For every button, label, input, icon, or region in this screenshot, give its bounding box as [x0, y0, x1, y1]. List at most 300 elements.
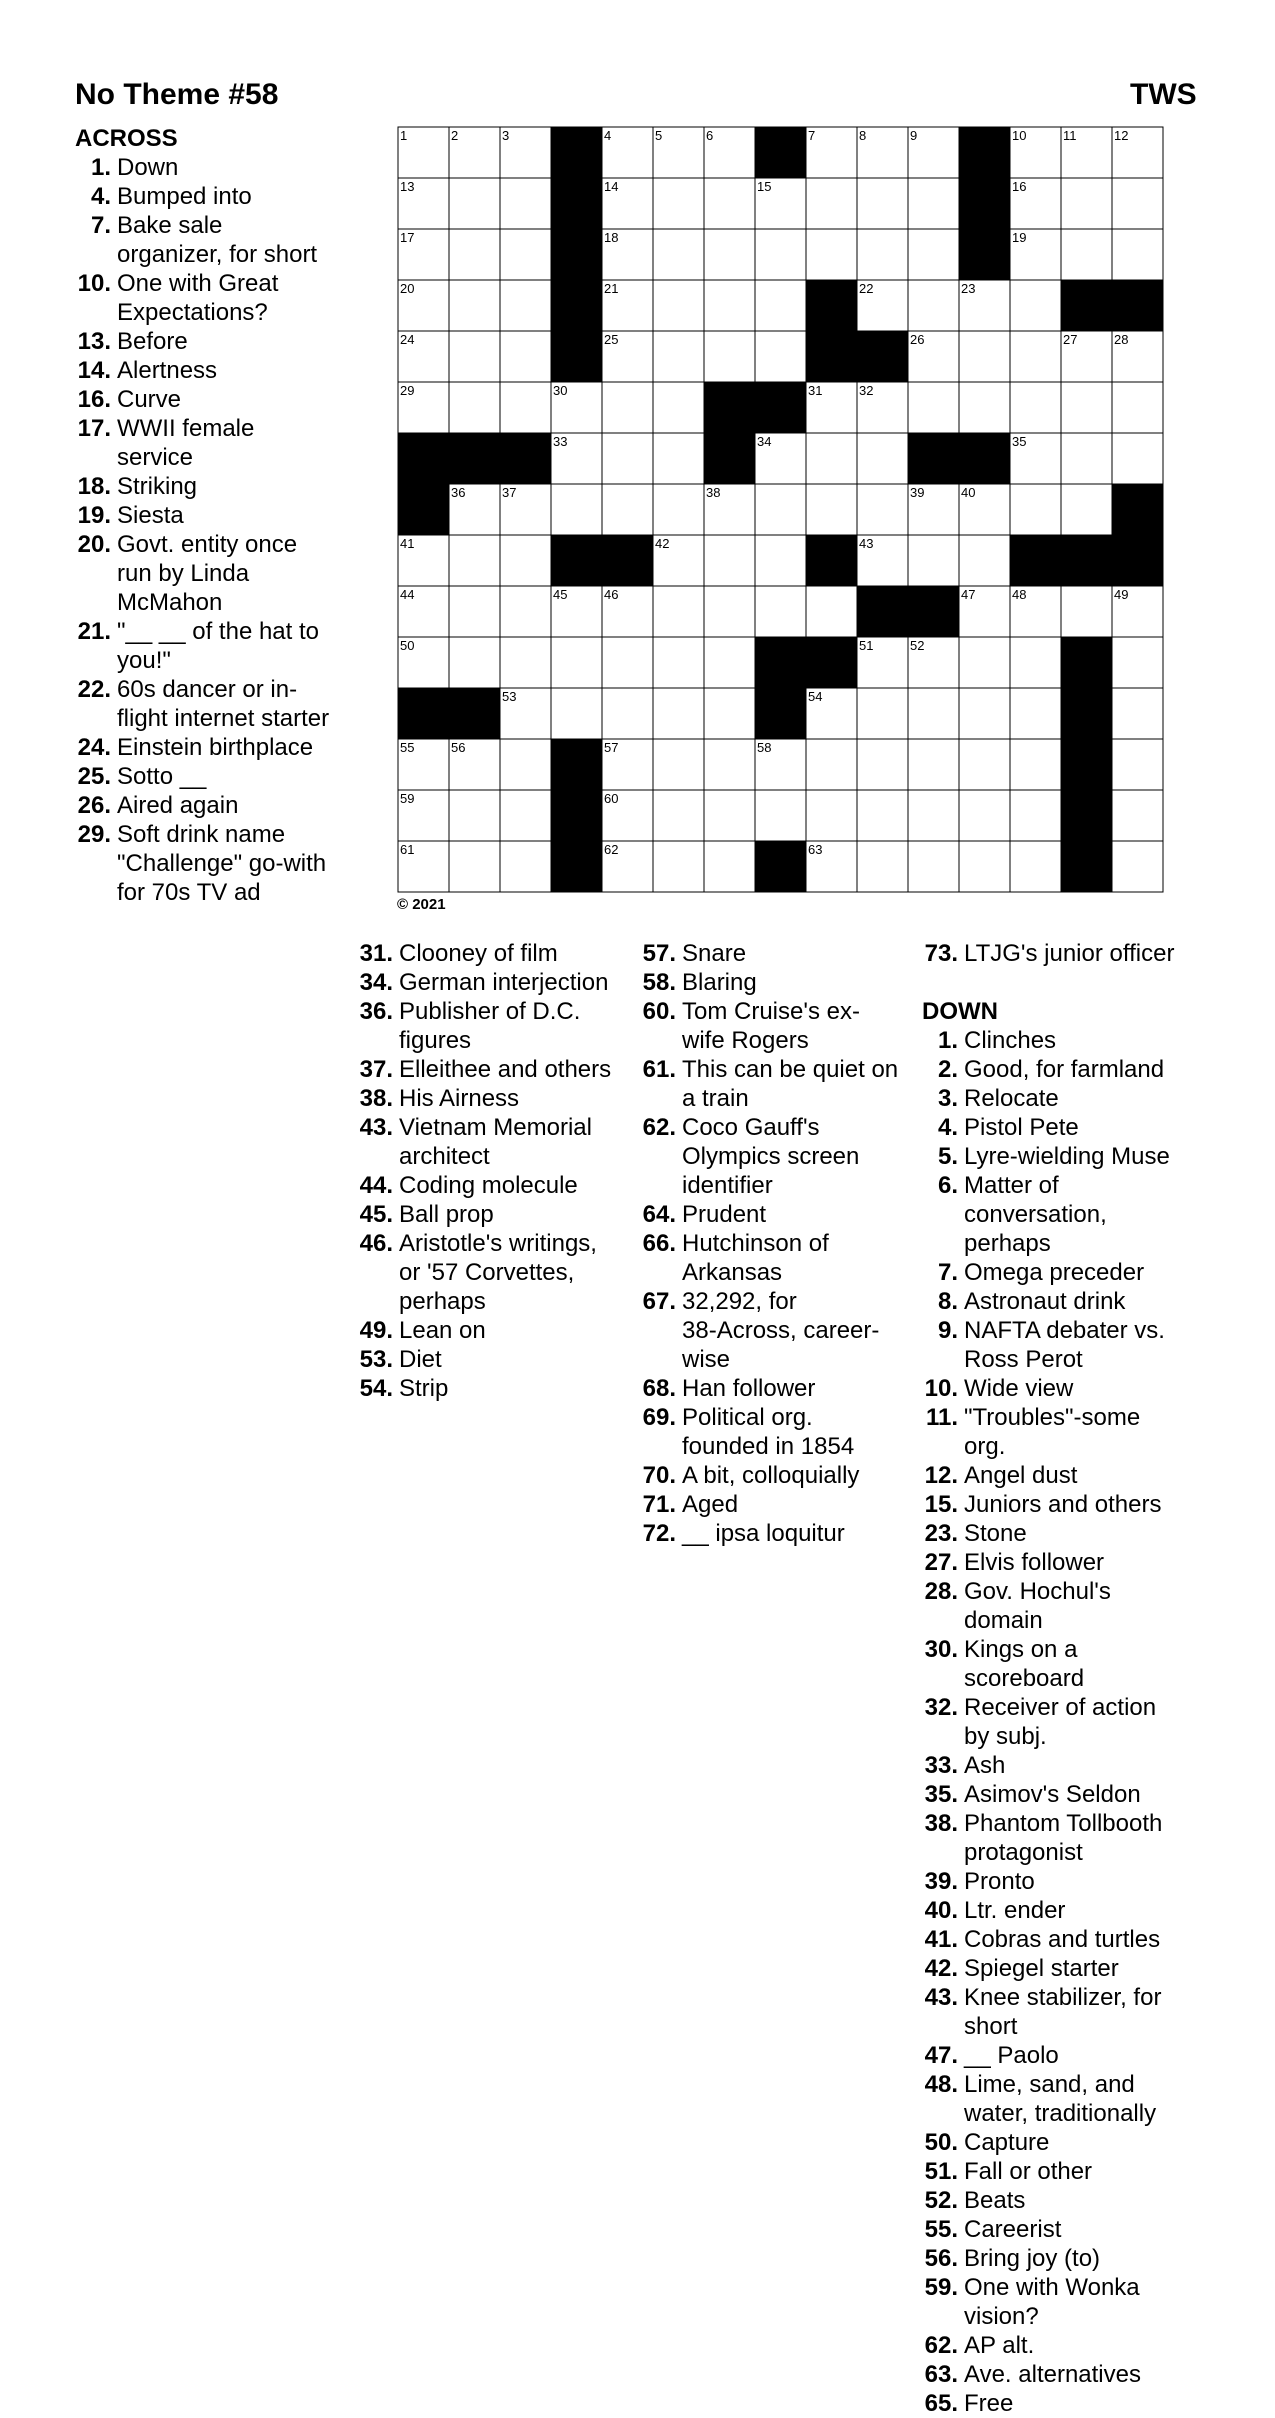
clue-text-line: Ball prop — [399, 1201, 494, 1228]
grid-cell[interactable] — [806, 739, 857, 790]
grid-cell[interactable] — [908, 280, 959, 331]
grid-cell[interactable] — [704, 331, 755, 382]
clue-number: 7. — [90, 212, 111, 239]
grid-cell[interactable] — [959, 535, 1010, 586]
grid-block — [857, 586, 908, 637]
grid-cell[interactable] — [755, 484, 806, 535]
clue-text-line: One with Great — [117, 270, 279, 297]
grid-cell[interactable] — [602, 382, 653, 433]
grid-cell-number: 31 — [808, 383, 823, 398]
clue-number: 43. — [924, 1984, 958, 2011]
down-clue — [922, 1780, 1202, 1809]
grid-cell[interactable] — [500, 382, 551, 433]
grid-cell[interactable] — [1112, 178, 1163, 229]
grid-cell-number: 32 — [859, 383, 874, 398]
grid-cell[interactable] — [908, 739, 959, 790]
grid-cell-number: 15 — [757, 179, 772, 194]
grid-cell[interactable] — [653, 382, 704, 433]
grid-block — [551, 127, 602, 178]
clue-text-line: __ ipsa loquitur — [682, 1520, 845, 1547]
grid-cell[interactable] — [1010, 739, 1061, 790]
grid-cell[interactable] — [704, 688, 755, 739]
grid-cell[interactable] — [500, 178, 551, 229]
down-clue — [922, 1113, 1202, 1142]
grid-cell[interactable] — [449, 178, 500, 229]
clue-text-line: McMahon — [117, 589, 223, 616]
grid-cell[interactable] — [959, 688, 1010, 739]
grid-cell[interactable] — [653, 739, 704, 790]
across-clue — [75, 472, 355, 501]
down-clue — [922, 1316, 1202, 1374]
grid-cell[interactable] — [755, 280, 806, 331]
clue-text-line: Coding molecule — [399, 1172, 578, 1199]
grid-cell[interactable] — [857, 229, 908, 280]
clue-text-line: service — [117, 444, 194, 471]
clue-text-line: Striking — [117, 473, 198, 500]
grid-cell[interactable] — [653, 586, 704, 637]
down-clue — [922, 1461, 1202, 1490]
clue-number: 27. — [924, 1549, 958, 1576]
clue-text-line: Careerist — [964, 2216, 1062, 2243]
across-clue — [75, 327, 355, 356]
clue-number: 9. — [937, 1317, 958, 1344]
down-clue — [922, 1751, 1202, 1780]
grid-cell-number: 17 — [400, 230, 415, 245]
grid-cell[interactable] — [449, 790, 500, 841]
grid-cell[interactable] — [908, 178, 959, 229]
clue-number: 18. — [77, 473, 111, 500]
across-clue — [75, 617, 355, 675]
grid-cell[interactable] — [908, 841, 959, 892]
across-clue — [357, 1171, 637, 1200]
clue-text-line: conversation, — [964, 1201, 1107, 1228]
clue-text-line: scoreboard — [964, 1665, 1085, 1692]
grid-block — [908, 433, 959, 484]
clue-text-line: Blaring — [682, 969, 757, 996]
grid-block — [806, 535, 857, 586]
grid-cell[interactable] — [500, 637, 551, 688]
grid-cell[interactable] — [551, 637, 602, 688]
across-clue — [640, 1374, 920, 1403]
grid-cell[interactable] — [449, 229, 500, 280]
grid-cell-number: 55 — [400, 740, 415, 755]
grid-cell[interactable] — [1010, 637, 1061, 688]
down-clue — [922, 1925, 1202, 1954]
grid-block — [704, 433, 755, 484]
down-clue — [922, 1983, 1202, 2041]
grid-cell[interactable] — [857, 841, 908, 892]
grid-cell-number: 11 — [1063, 128, 1077, 143]
clue-number: 49. — [359, 1317, 393, 1344]
grid-cell[interactable] — [959, 841, 1010, 892]
down-clue — [922, 2070, 1202, 2128]
clue-column-1 — [75, 124, 355, 907]
clue-number: 62. — [924, 2332, 958, 2359]
across-clue — [75, 356, 355, 385]
grid-cell[interactable] — [959, 331, 1010, 382]
grid-cell[interactable] — [908, 790, 959, 841]
grid-cell-number: 45 — [553, 587, 568, 602]
grid-cell-number: 19 — [1012, 230, 1027, 245]
grid-cell-number: 26 — [910, 332, 925, 347]
clue-number: 63. — [924, 2361, 958, 2388]
grid-cell[interactable] — [653, 331, 704, 382]
grid-block — [1061, 739, 1112, 790]
grid-cell[interactable] — [857, 178, 908, 229]
grid-cell-number: 8 — [859, 128, 867, 143]
publisher-label: TWS — [1130, 78, 1197, 111]
grid-cell[interactable] — [449, 280, 500, 331]
grid-cell[interactable] — [1061, 229, 1112, 280]
grid-cell[interactable] — [653, 484, 704, 535]
grid-cell[interactable] — [755, 331, 806, 382]
grid-cell[interactable] — [704, 280, 755, 331]
clue-text-line: "Challenge" go-with — [117, 850, 327, 877]
grid-cell[interactable] — [500, 280, 551, 331]
clue-number: 11. — [925, 1404, 958, 1431]
clue-number: 1. — [937, 1027, 958, 1054]
grid-block — [806, 637, 857, 688]
grid-cell[interactable] — [857, 688, 908, 739]
grid-block — [551, 331, 602, 382]
grid-cell-number: 21 — [604, 281, 619, 296]
clue-number: 5. — [937, 1143, 958, 1170]
grid-cell[interactable] — [704, 229, 755, 280]
grid-cell[interactable] — [908, 688, 959, 739]
down-clue — [922, 1055, 1202, 1084]
grid-cell-number: 42 — [655, 536, 670, 551]
grid-cell[interactable] — [908, 229, 959, 280]
grid-cell[interactable] — [806, 178, 857, 229]
grid-cell[interactable] — [449, 841, 500, 892]
across-clue — [640, 1490, 920, 1519]
grid-cell[interactable] — [806, 433, 857, 484]
across-clue — [75, 269, 355, 327]
clue-text-line: run by Linda — [117, 560, 250, 587]
grid-cell-number: 16 — [1012, 179, 1027, 194]
grid-cell-number: 25 — [604, 332, 619, 347]
across-clue — [357, 997, 637, 1055]
clue-text-line: WWII female — [117, 415, 255, 442]
clue-number: 64. — [642, 1201, 676, 1228]
down-clue — [922, 1693, 1202, 1751]
grid-block — [755, 637, 806, 688]
grid-cell[interactable] — [653, 280, 704, 331]
down-clue — [922, 2186, 1202, 2215]
grid-cell[interactable] — [500, 739, 551, 790]
grid-cell[interactable] — [602, 637, 653, 688]
clue-text-line: you!" — [117, 647, 171, 674]
clue-text-line: A bit, colloquially — [682, 1462, 860, 1489]
grid-block — [959, 229, 1010, 280]
grid-block — [551, 229, 602, 280]
grid-cell[interactable] — [704, 178, 755, 229]
clue-number: 38. — [924, 1810, 958, 1837]
clue-number: 1. — [90, 154, 111, 181]
grid-cell[interactable] — [806, 586, 857, 637]
grid-cell-number: 37 — [502, 485, 517, 500]
clue-text-line: Olympics screen — [682, 1143, 860, 1170]
clue-column-4 — [922, 939, 1202, 2418]
grid-cell[interactable] — [1061, 484, 1112, 535]
grid-cell[interactable] — [1112, 790, 1163, 841]
grid-cell[interactable] — [1061, 382, 1112, 433]
grid-cell-number: 54 — [808, 689, 823, 704]
grid-block — [1061, 841, 1112, 892]
crossword-grid[interactable] — [397, 126, 1164, 893]
grid-cell[interactable] — [449, 331, 500, 382]
grid-cell[interactable] — [806, 229, 857, 280]
grid-cell[interactable] — [704, 535, 755, 586]
grid-cell[interactable] — [602, 688, 653, 739]
grid-cell-number: 29 — [400, 383, 415, 398]
grid-cell-number: 50 — [400, 638, 415, 653]
grid-cell[interactable] — [959, 382, 1010, 433]
grid-cell[interactable] — [704, 790, 755, 841]
clue-number: 36. — [359, 998, 393, 1025]
grid-cell[interactable] — [704, 637, 755, 688]
clue-text-line: Down — [117, 154, 179, 181]
clue-text-line: Beats — [964, 2187, 1026, 2214]
grid-cell[interactable] — [1061, 586, 1112, 637]
grid-cell[interactable] — [551, 484, 602, 535]
grid-cell[interactable] — [1112, 739, 1163, 790]
clue-text-line: wise — [682, 1346, 731, 1373]
grid-cell[interactable] — [908, 535, 959, 586]
clue-number: 67. — [642, 1288, 676, 1315]
clue-number: 6. — [937, 1172, 958, 1199]
clue-number: 44. — [359, 1172, 393, 1199]
clue-text-line: Alertness — [117, 357, 218, 384]
clue-text-line: Coco Gauff's — [682, 1114, 820, 1141]
grid-cell[interactable] — [755, 535, 806, 586]
clue-number: 3. — [937, 1085, 958, 1112]
clue-section-header: ACROSS — [75, 125, 178, 152]
clue-text-line: Publisher of D.C. — [399, 998, 581, 1025]
clue-text-line: a train — [682, 1085, 749, 1112]
grid-cell[interactable] — [500, 790, 551, 841]
clue-number: 37. — [359, 1056, 393, 1083]
grid-cell[interactable] — [500, 229, 551, 280]
clue-number: 22. — [77, 676, 111, 703]
clue-text-line: Free — [964, 2390, 1014, 2417]
clue-text-line: Clooney of film — [399, 940, 558, 967]
down-clue — [922, 2389, 1202, 2418]
clue-text-line: domain — [964, 1607, 1043, 1634]
clue-column-2 — [357, 939, 637, 1403]
clue-text-line: Aired again — [117, 792, 239, 819]
grid-cell[interactable] — [653, 637, 704, 688]
grid-cell[interactable] — [1112, 637, 1163, 688]
grid-cell[interactable] — [704, 586, 755, 637]
across-clue — [357, 1374, 637, 1403]
clue-number: 45. — [359, 1201, 393, 1228]
grid-cell-number: 6 — [706, 128, 714, 143]
clue-text-line: Strip — [399, 1375, 449, 1402]
grid-cell[interactable] — [908, 382, 959, 433]
grid-cell[interactable] — [1010, 280, 1061, 331]
grid-cell[interactable] — [449, 382, 500, 433]
clue-number: 53. — [359, 1346, 393, 1373]
clue-text-line: Knee stabilizer, for — [964, 1984, 1162, 2011]
down-clue — [922, 1084, 1202, 1113]
grid-cell[interactable] — [1010, 331, 1061, 382]
grid-block — [551, 535, 602, 586]
clue-text-line: Arkansas — [682, 1259, 783, 1286]
grid-cell[interactable] — [755, 790, 806, 841]
across-clue — [640, 997, 920, 1055]
grid-cell[interactable] — [653, 841, 704, 892]
clue-text-line: Vietnam Memorial — [399, 1114, 592, 1141]
clue-text-line: Capture — [964, 2129, 1050, 2156]
grid-cell[interactable] — [602, 433, 653, 484]
clue-text-line: Expectations? — [117, 299, 268, 326]
grid-cell[interactable] — [500, 331, 551, 382]
grid-cell[interactable] — [959, 790, 1010, 841]
grid-cell-number: 43 — [859, 536, 874, 551]
grid-cell[interactable] — [755, 586, 806, 637]
grid-block — [806, 331, 857, 382]
clue-text-line: Spiegel starter — [964, 1955, 1119, 1982]
clue-number: 71. — [642, 1491, 676, 1518]
grid-cell[interactable] — [602, 484, 653, 535]
down-clue — [922, 2157, 1202, 2186]
grid-cell[interactable] — [653, 433, 704, 484]
grid-cell[interactable] — [806, 484, 857, 535]
grid-cell[interactable] — [653, 790, 704, 841]
down-clue — [922, 1403, 1202, 1461]
clue-number: 54. — [359, 1375, 393, 1402]
across-clue — [922, 939, 1202, 968]
grid-cell[interactable] — [806, 790, 857, 841]
grid-block — [755, 841, 806, 892]
grid-block — [959, 433, 1010, 484]
grid-block — [1112, 484, 1163, 535]
grid-cell-number: 38 — [706, 485, 721, 500]
clue-number: 65. — [924, 2390, 958, 2417]
grid-cell-number: 58 — [757, 740, 772, 755]
across-clue — [640, 1229, 920, 1287]
grid-cell-number: 52 — [910, 638, 925, 653]
grid-cell[interactable] — [857, 739, 908, 790]
grid-cell[interactable] — [449, 586, 500, 637]
down-clue — [922, 2041, 1202, 2070]
grid-cell[interactable] — [1112, 229, 1163, 280]
grid-cell[interactable] — [857, 433, 908, 484]
clue-text-line: Lyre-wielding Muse — [964, 1143, 1170, 1170]
clue-column-3 — [640, 939, 920, 1548]
grid-block — [1010, 535, 1061, 586]
grid-cell[interactable] — [1112, 841, 1163, 892]
grid-block — [1061, 637, 1112, 688]
clue-section-header: DOWN — [922, 998, 998, 1025]
clue-text-line: protagonist — [964, 1839, 1083, 1866]
grid-svg[interactable] — [397, 126, 1164, 893]
grid-cell[interactable] — [653, 178, 704, 229]
clue-number: 48. — [924, 2071, 958, 2098]
grid-cell[interactable] — [959, 739, 1010, 790]
grid-cell-number: 10 — [1012, 128, 1027, 143]
clue-number: 31. — [359, 940, 393, 967]
clue-text-line: Einstein birthplace — [117, 734, 314, 761]
grid-block — [449, 688, 500, 739]
clue-text-line: Soft drink name — [117, 821, 286, 848]
clue-number: 52. — [924, 2187, 958, 2214]
grid-block — [398, 688, 449, 739]
grid-cell[interactable] — [1010, 484, 1061, 535]
grid-cell[interactable] — [857, 790, 908, 841]
grid-cell[interactable] — [449, 637, 500, 688]
grid-cell[interactable] — [551, 688, 602, 739]
clue-number: 4. — [90, 183, 111, 210]
grid-cell[interactable] — [1010, 382, 1061, 433]
clue-number: 55. — [924, 2216, 958, 2243]
grid-cell[interactable] — [1010, 841, 1061, 892]
grid-cell-number: 7 — [808, 128, 816, 143]
grid-cell-number: 22 — [859, 281, 874, 296]
grid-cell[interactable] — [1010, 790, 1061, 841]
clue-number: 17. — [77, 415, 111, 442]
across-clue — [357, 968, 637, 997]
grid-cell-number: 53 — [502, 689, 517, 704]
clue-text-line: Bring joy (to) — [964, 2245, 1101, 2272]
grid-cell-number: 24 — [400, 332, 415, 347]
clue-number: 50. — [924, 2129, 958, 2156]
grid-cell[interactable] — [755, 229, 806, 280]
grid-cell-number: 3 — [502, 128, 510, 143]
grid-cell[interactable] — [500, 535, 551, 586]
clue-text-line: Wide view — [964, 1375, 1074, 1402]
grid-cell[interactable] — [1112, 433, 1163, 484]
grid-cell-number: 4 — [604, 128, 612, 143]
down-clue — [922, 1258, 1202, 1287]
across-clue — [357, 1316, 637, 1345]
grid-cell[interactable] — [449, 535, 500, 586]
grid-cell[interactable] — [500, 841, 551, 892]
grid-cell[interactable] — [704, 841, 755, 892]
grid-cell[interactable] — [959, 637, 1010, 688]
clue-number: 43. — [359, 1114, 393, 1141]
grid-cell[interactable] — [500, 586, 551, 637]
clue-text-line: Elvis follower — [964, 1549, 1105, 1576]
clue-text-line: Ltr. ender — [964, 1897, 1066, 1924]
clue-text-line: short — [964, 2013, 1018, 2040]
grid-cell[interactable] — [1061, 178, 1112, 229]
clue-text-line: Ave. alternatives — [964, 2361, 1141, 2388]
grid-cell[interactable] — [653, 688, 704, 739]
grid-cell[interactable] — [653, 229, 704, 280]
grid-cell-number: 27 — [1063, 332, 1078, 347]
clue-number: 20. — [77, 531, 111, 558]
grid-block — [551, 841, 602, 892]
grid-block — [1061, 535, 1112, 586]
grid-cell-number: 12 — [1114, 128, 1129, 143]
grid-cell[interactable] — [1112, 688, 1163, 739]
grid-cell[interactable] — [1112, 382, 1163, 433]
grid-cell[interactable] — [1010, 688, 1061, 739]
grid-cell[interactable] — [1061, 433, 1112, 484]
down-clue — [922, 1142, 1202, 1171]
across-clue — [75, 733, 355, 762]
grid-cell[interactable] — [857, 484, 908, 535]
clue-number: 10. — [77, 270, 111, 297]
down-clue — [922, 2331, 1202, 2360]
grid-cell-number: 34 — [757, 434, 772, 449]
grid-block — [959, 178, 1010, 229]
grid-cell[interactable] — [704, 739, 755, 790]
clue-text-line: Astronaut drink — [964, 1288, 1126, 1315]
clue-number: 46. — [359, 1230, 393, 1257]
